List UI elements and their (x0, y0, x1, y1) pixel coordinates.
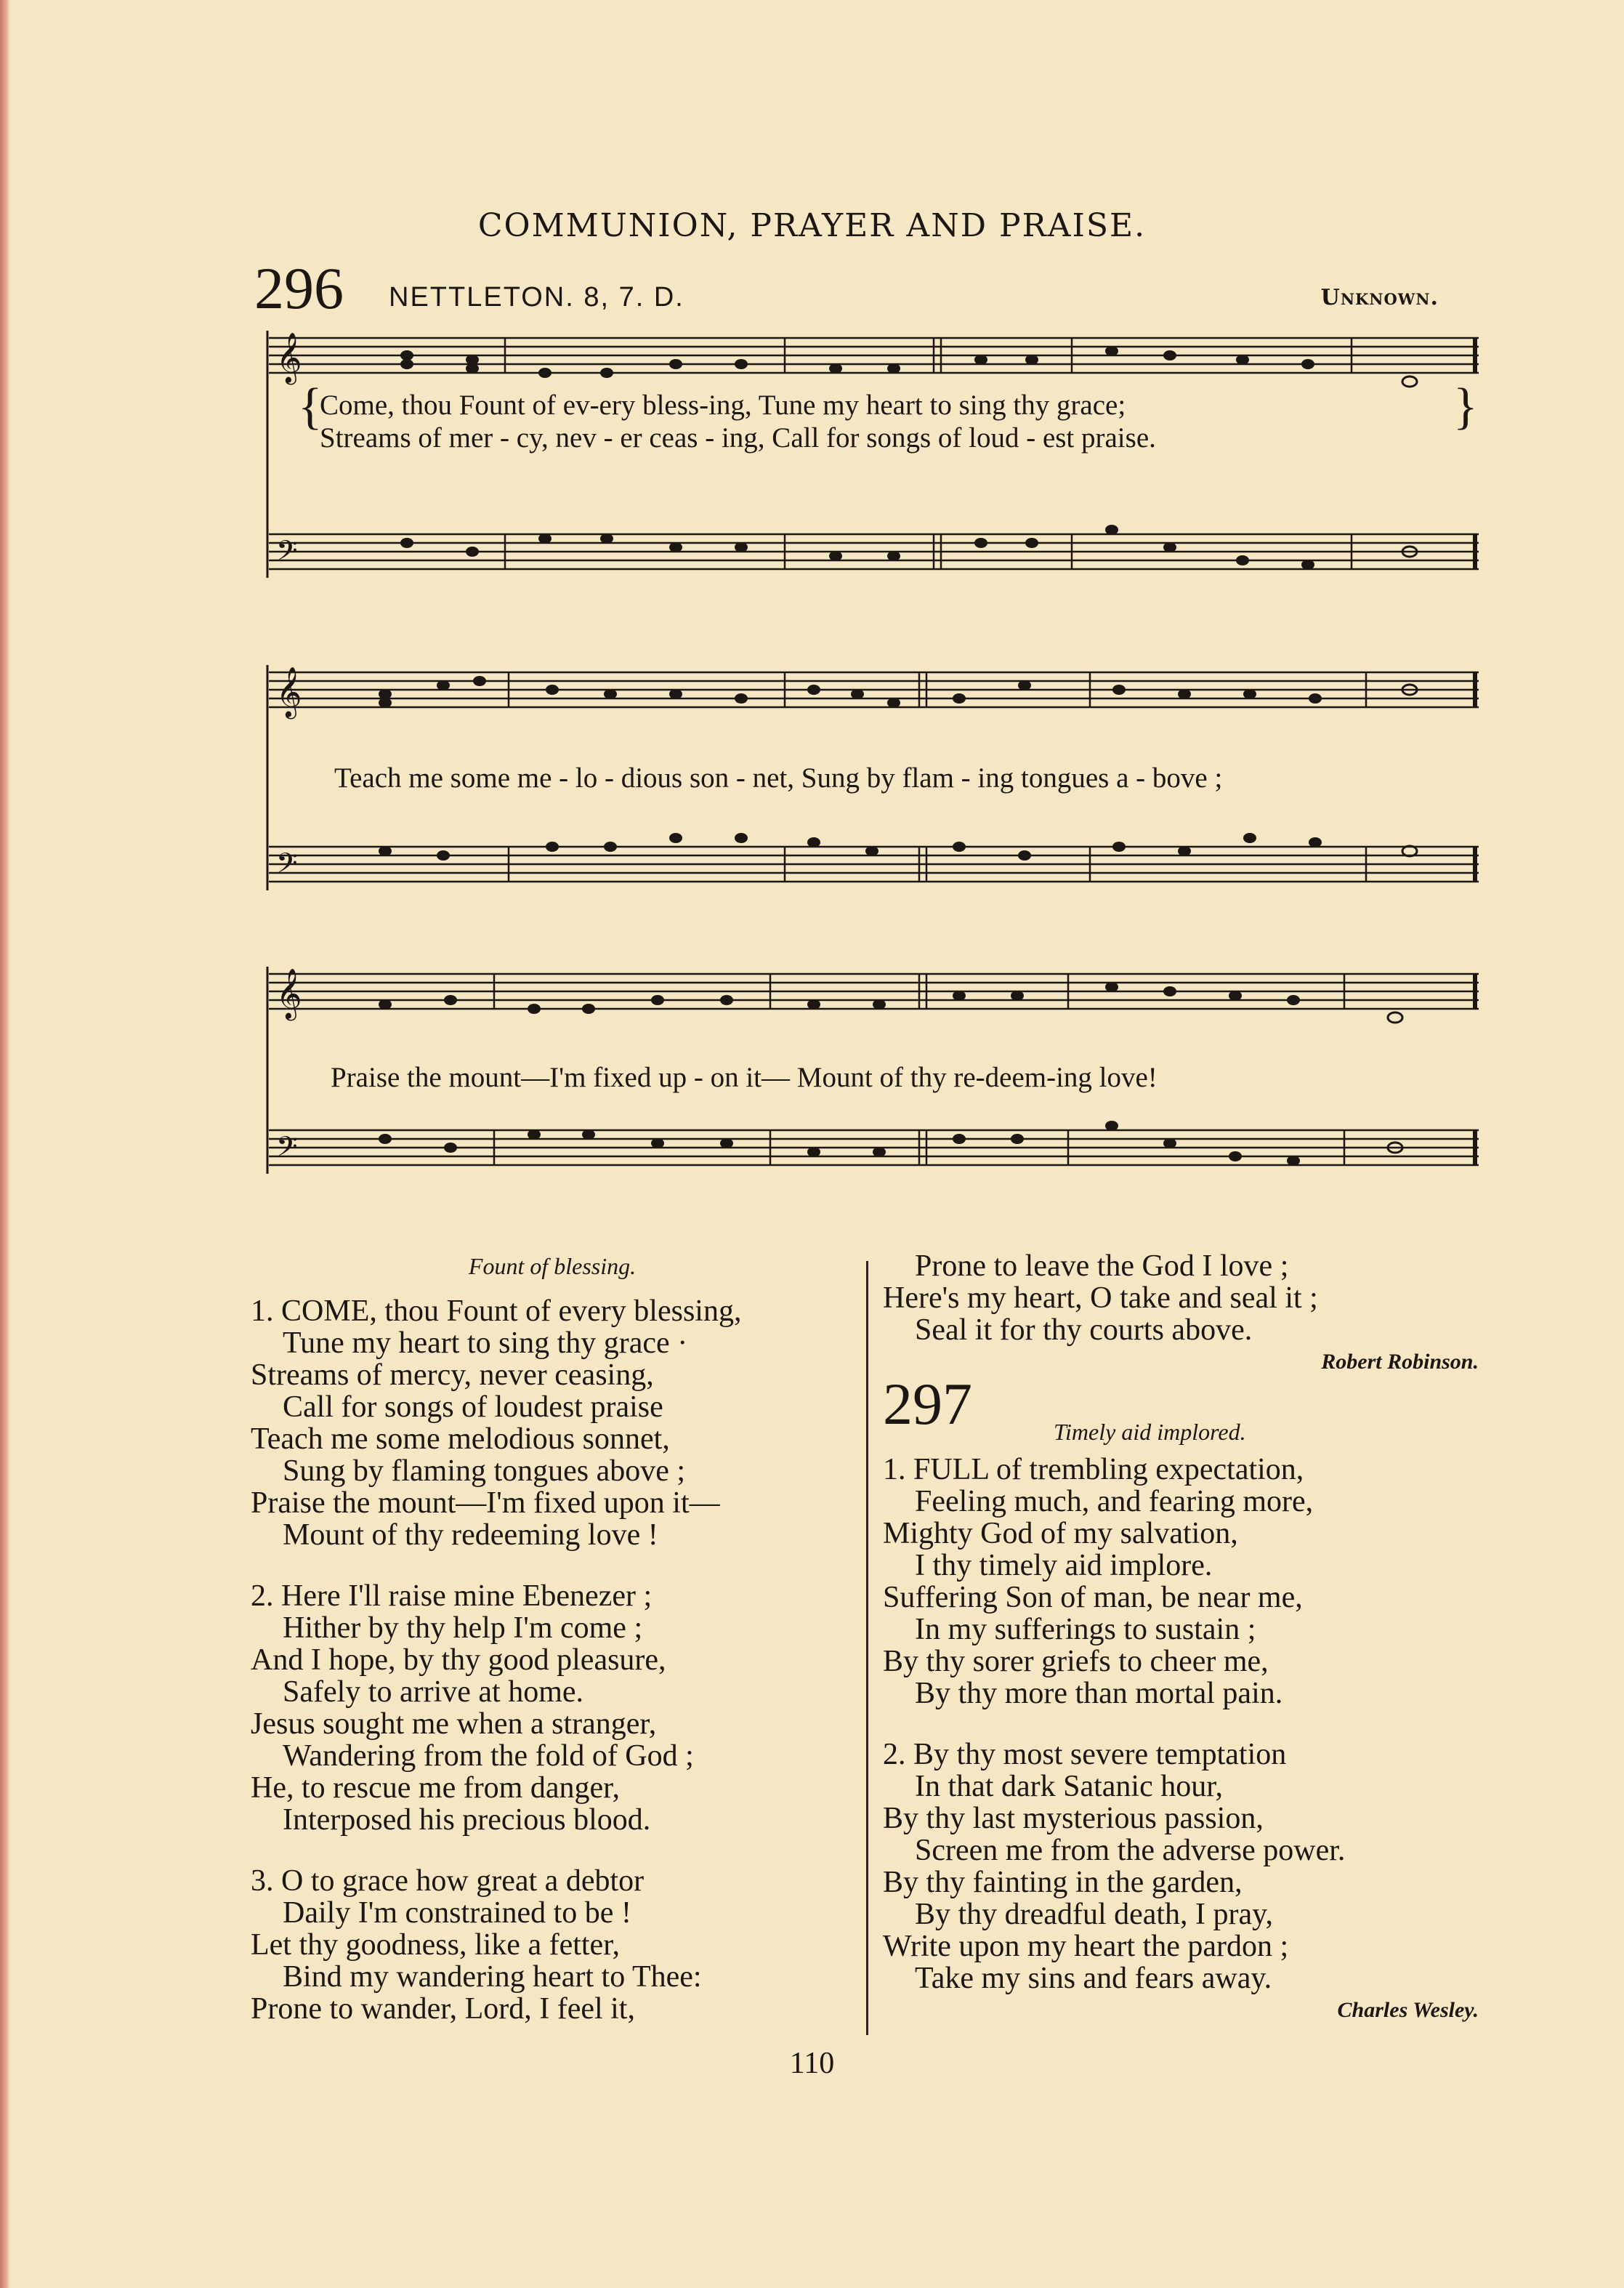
stanza-1 (251, 1295, 854, 1551)
verse-line: By thy dreadful death, I pray, (915, 1898, 1273, 1931)
verse-line: By thy fainting in the garden, (883, 1866, 1243, 1899)
hymn-author: Charles Wesley. (1337, 1998, 1479, 2022)
verse-line: Prone to wander, Lord, I feel it, (251, 1992, 635, 2026)
verse-line: 1. COME, thou Fount of every blessing, (251, 1294, 742, 1328)
verse-line: 2. By thy most severe temptation (883, 1738, 1287, 1771)
running-head: COMMUNION, PRAYER AND PRAISE. (477, 207, 1147, 244)
verse-line: Praise the mount—I'm fixed upon it— (251, 1486, 720, 1520)
lyric-line: Teach me some me - lo - dious son - net, Sung by flam - ing tongues a - bove ; (334, 762, 1223, 794)
verse-line: Write upon my heart the pardon ; (883, 1930, 1289, 1963)
verse-line: Sung by flaming tongues above ; (283, 1454, 686, 1488)
svg-text:𝄞: 𝄞 (276, 666, 302, 717)
verse-line: 1. FULL of trembling expectation, (883, 1453, 1304, 1486)
text-column-right (883, 1250, 1479, 2026)
verse-line: In my sufferings to sustain ; (915, 1613, 1256, 1646)
svg-text:𝄢: 𝄢 (276, 534, 298, 573)
stanza-2 (251, 1580, 854, 1836)
verse-line: Mount of thy redeeming love ! (283, 1518, 658, 1552)
stanza-3 (251, 1865, 854, 2025)
verse-title: Timely aid implored. (1054, 1419, 1246, 1445)
lyric-line: Come, thou Fount of ev-ery bless-ing, Tune my heart to sing thy grace; (320, 390, 1126, 421)
text-column-left (251, 1250, 854, 2054)
music-system-1 (262, 320, 1482, 596)
music-system-2 (262, 654, 1482, 901)
hymn-number: 297 (883, 1371, 972, 1437)
verse-line: 3. O to grace how great a debtor (251, 1864, 645, 1898)
stanza-2 (883, 1739, 1479, 1994)
verse-line: Streams of mercy, never ceasing, (251, 1358, 654, 1392)
verse-line: Teach me some melodious sonnet, (251, 1422, 670, 1456)
verse-line: 2. Here I'll raise mine Ebenezer ; (251, 1579, 653, 1613)
verse-line: Take my sins and fears away. (915, 1962, 1272, 1995)
verse-line: Daily I'm constrained to be ! (283, 1896, 631, 1930)
brace-left: { (298, 379, 323, 435)
verse-title: Fount of blessing. (468, 1253, 637, 1279)
verse-line: Let thy goodness, like a fetter, (251, 1928, 620, 1962)
page-edge (0, 0, 10, 2288)
verse-line: Jesus sought me when a stranger, (251, 1707, 657, 1741)
page-number: 110 (789, 2047, 835, 2080)
tune-composer: Unknown. (1320, 285, 1439, 310)
verse-line: And I hope, by thy good pleasure, (251, 1643, 666, 1677)
lyric-line: Streams of mer - cy, nev - er ceas - ing, Call for songs of loud - est praise. (320, 422, 1156, 454)
verse-line: Hither by thy help I'm come ; (283, 1611, 643, 1645)
verse-line: By thy more than mortal pain. (915, 1677, 1283, 1710)
verse-line: Suffering Son of man, be near me, (883, 1581, 1303, 1614)
verse-line: By thy sorer griefs to cheer me, (883, 1645, 1269, 1678)
hymn-number: 296 (254, 255, 344, 321)
verse-line: Mighty God of my salvation, (883, 1517, 1238, 1550)
lyric-line: Praise the mount—I'm fixed up - on it— Mount of thy re-deem-ing love! (331, 1062, 1158, 1093)
verse-line: Tune my heart to sing thy grace · (283, 1326, 688, 1360)
brace-right: } (1453, 379, 1478, 435)
stanza-1 (883, 1454, 1479, 1709)
verse-line: Here's my heart, O take and seal it ; (883, 1281, 1318, 1315)
verse-line: He, to rescue me from danger, (251, 1771, 620, 1805)
verse-line: Prone to leave the God I love ; (915, 1249, 1289, 1283)
svg-text:𝄢: 𝄢 (276, 1130, 298, 1169)
verse-line: Screen me from the adverse power. (915, 1834, 1346, 1867)
verse-line: In that dark Satanic hour, (915, 1770, 1224, 1803)
verse-line: Bind my wandering heart to Thee: (283, 1960, 702, 1994)
staff-pair-1 (262, 320, 1482, 596)
svg-text:𝄢: 𝄢 (276, 847, 298, 886)
tune-name: NETTLETON. 8, 7. D. (389, 282, 684, 313)
verse-line: Seal it for thy courts above. (915, 1313, 1253, 1347)
verse-line: Safely to arrive at home. (283, 1675, 584, 1709)
verse-line: Interposed his precious blood. (283, 1803, 651, 1837)
music-system-3 (262, 956, 1482, 1203)
verse-line: Call for songs of loudest praise (283, 1390, 663, 1424)
verse-line: By thy last mysterious passion, (883, 1802, 1264, 1835)
svg-text:𝄞: 𝄞 (276, 332, 302, 383)
hymn-author: Robert Robinson. (1321, 1350, 1479, 1374)
verse-line: I thy timely aid implore. (915, 1549, 1213, 1582)
column-divider (866, 1261, 868, 2035)
verse-line: Wandering from the fold of God ; (283, 1739, 694, 1773)
hymn-297-header (883, 1371, 1479, 1454)
verse-line: Feeling much, and fearing more, (915, 1485, 1314, 1518)
hymn-296-header (254, 254, 1446, 321)
svg-text:𝄞: 𝄞 (276, 968, 302, 1019)
